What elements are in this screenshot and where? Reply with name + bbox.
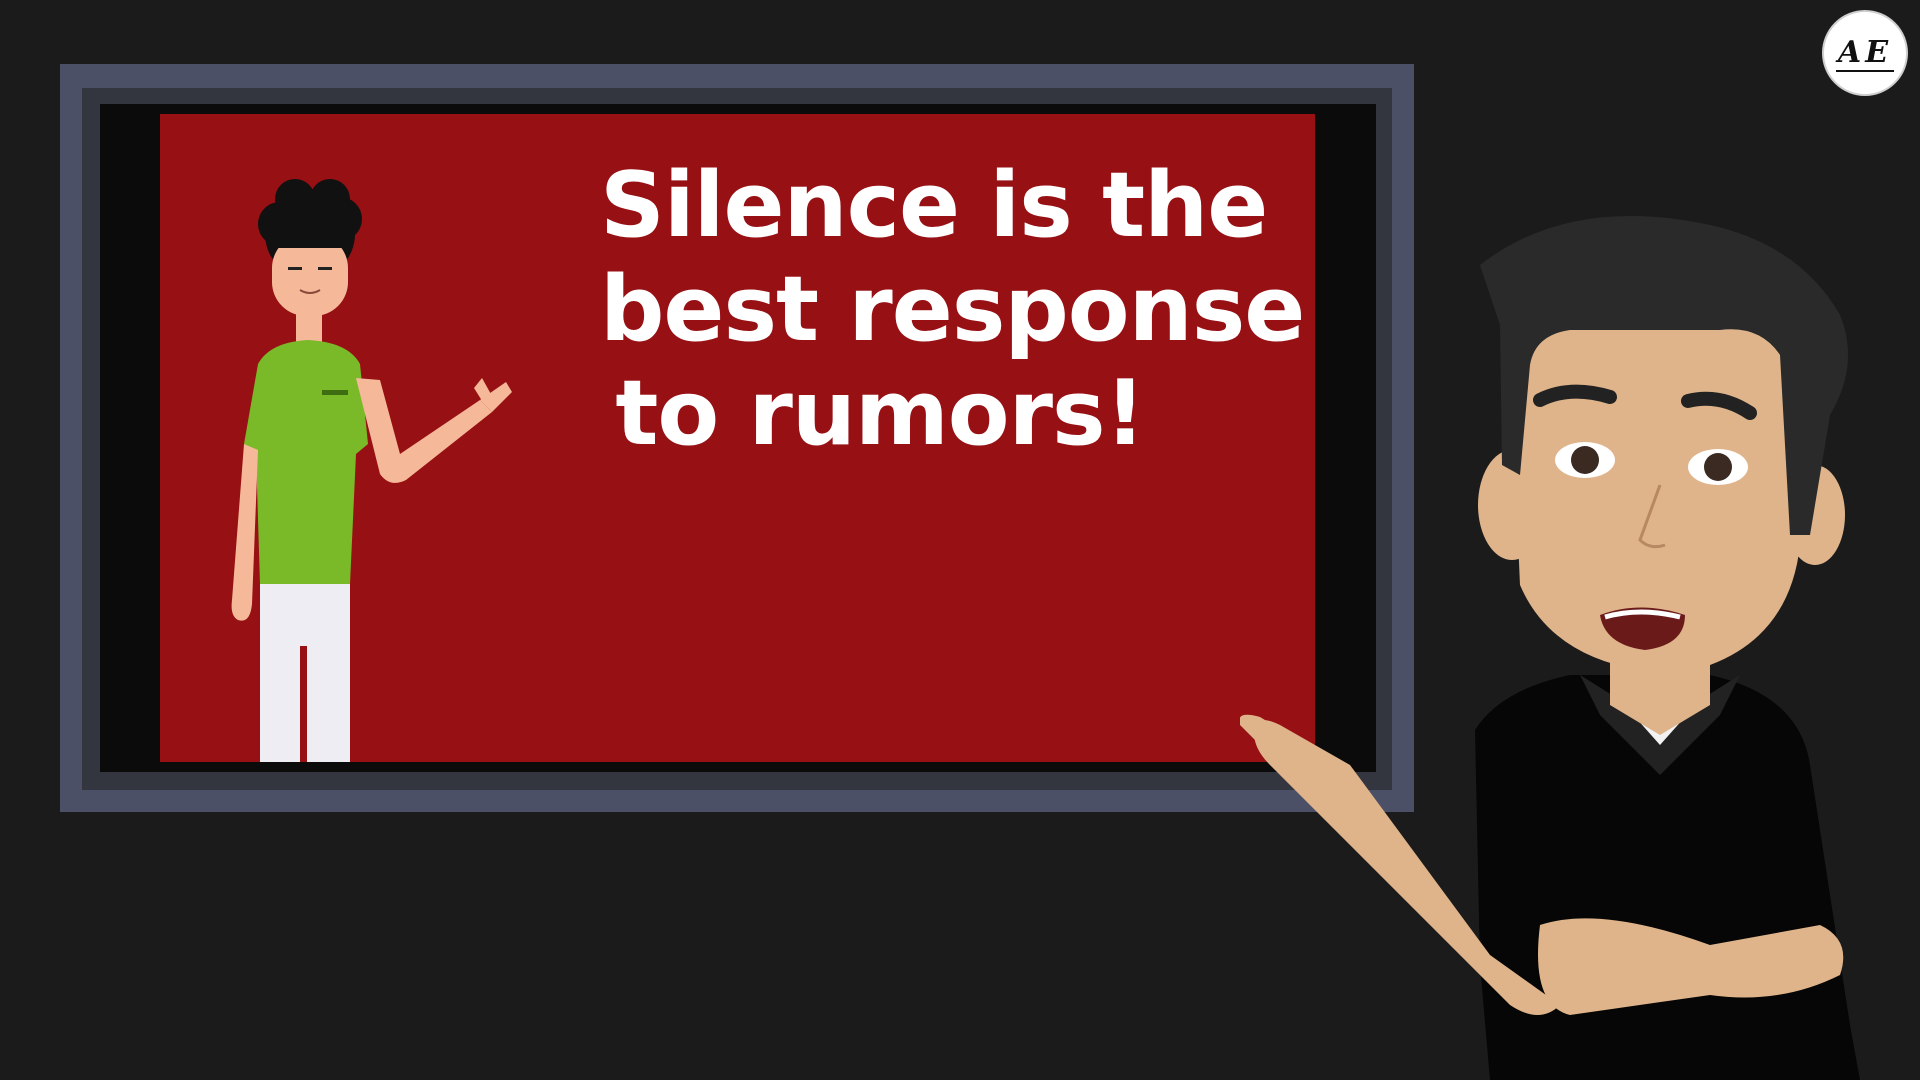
presenter-in-black-shirt-icon: [1240, 205, 1920, 1080]
headline-line-2: best response: [600, 257, 1305, 362]
headline-line-3: to rumors!: [615, 361, 1145, 466]
person-in-green-shirt-pointing-icon: [230, 164, 550, 762]
channel-logo[interactable]: [1822, 10, 1908, 96]
headline-line-1: Silence is the: [600, 153, 1268, 258]
slide-headline: [600, 153, 1305, 466]
presentation-slide: [160, 114, 1315, 762]
logo-text: AE: [1837, 34, 1893, 70]
